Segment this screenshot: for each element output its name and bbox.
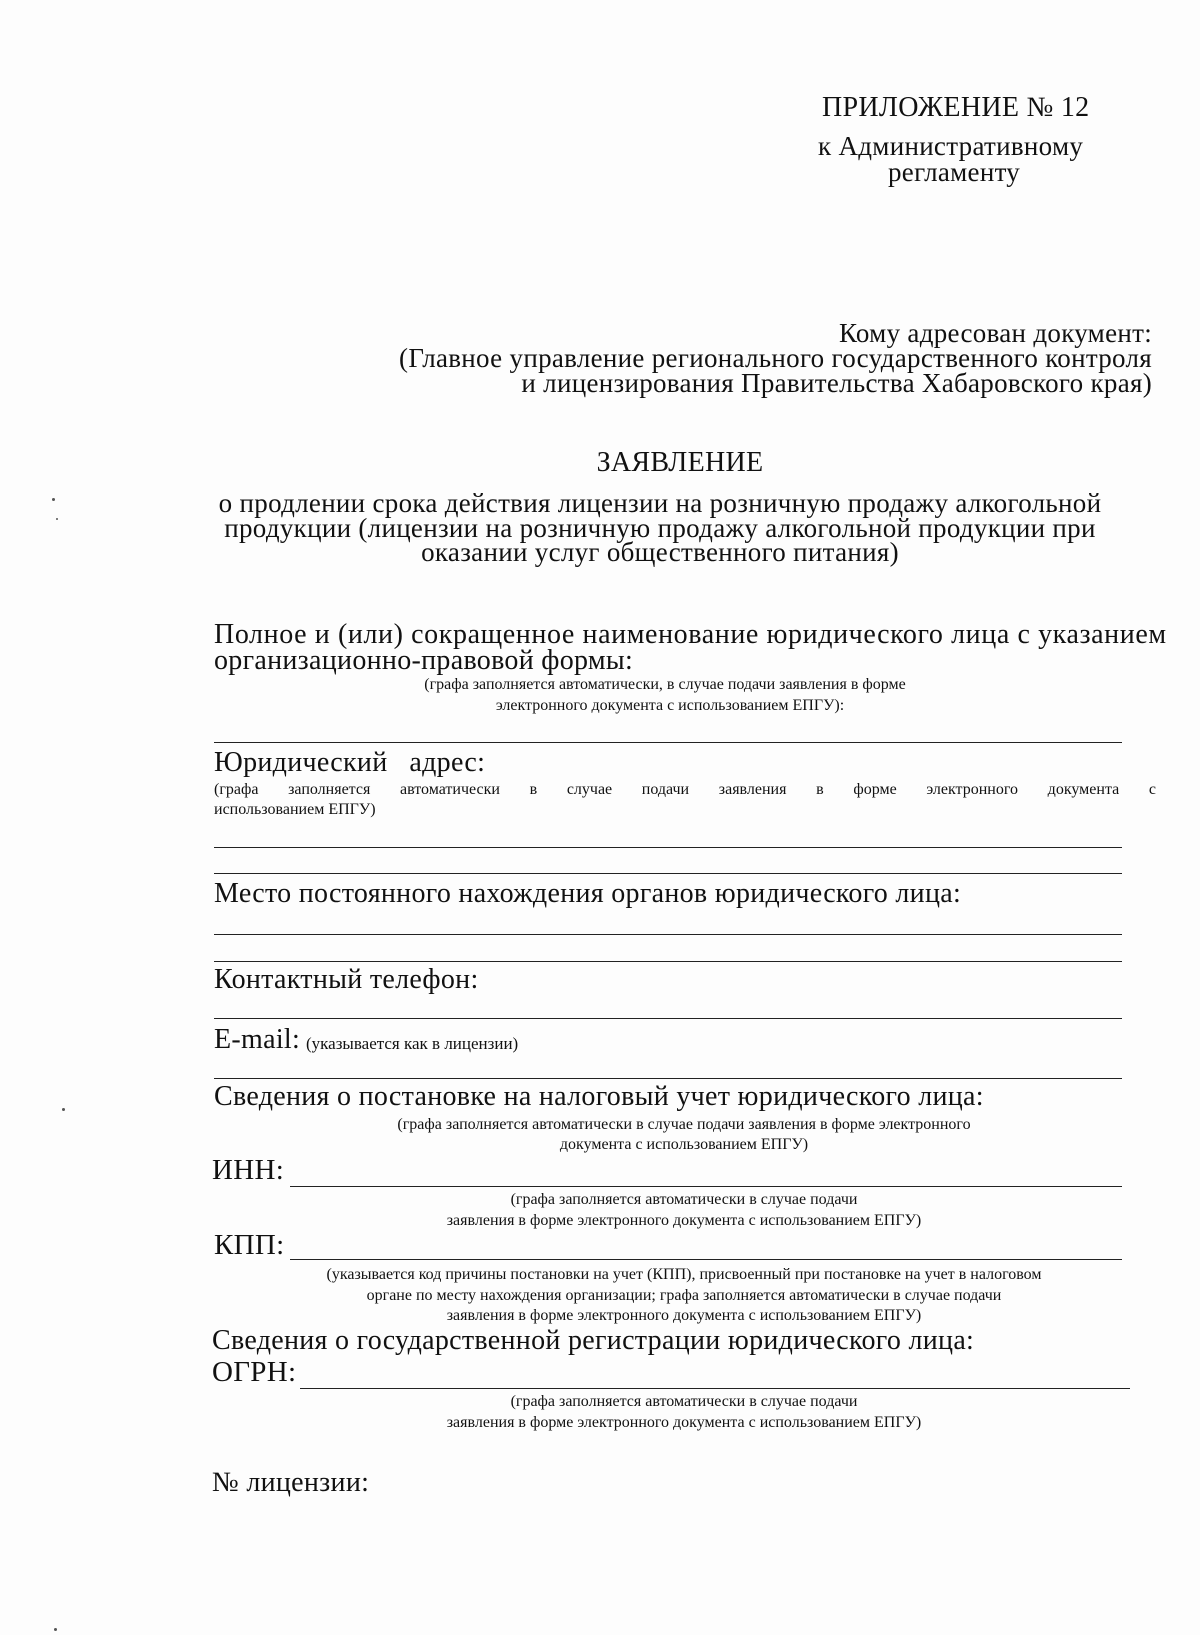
statement-subtitle-line-2: продукции (лицензии на розничную продажу алкогольной продукции при	[224, 513, 1096, 543]
appendix-title: ПРИЛОЖЕНИЕ № 12	[822, 92, 1090, 123]
field-label: Сведения о государственной регистрации юридического лица:	[212, 1325, 975, 1356]
field-label: Место постоянного нахождения органов юридического лица:	[214, 878, 962, 909]
field-label: Полное и (или) сокращенное наименование юридического лица с указанием	[214, 619, 1167, 650]
statement-subtitle-line-3: оказании услуг общественного питания)	[421, 537, 899, 567]
field-label: Юридический адрес:	[214, 747, 486, 778]
field-note: документа с использованием ЕПГУ)	[559, 1136, 809, 1153]
field-note: использованием ЕПГУ)	[214, 801, 376, 818]
field-note: (графа заполняется автоматически в случае подачи	[510, 1191, 858, 1208]
field-label: E-mail:	[214, 1024, 301, 1055]
field-note: (указывается как в лицензии)	[306, 1034, 519, 1053]
scan-speck	[62, 1108, 65, 1111]
field-label: Сведения о постановке на налоговый учет юридического лица:	[214, 1081, 984, 1112]
appendix-line-1: к Административному	[818, 131, 1084, 161]
field-label: КПП:	[214, 1229, 285, 1261]
field-label: Контактный телефон:	[214, 964, 479, 995]
field-note: заявления в форме электронного документа с использованием ЕПГУ)	[446, 1307, 922, 1324]
input-line-location-1[interactable]	[214, 934, 1122, 935]
input-line-kpp[interactable]	[290, 1259, 1122, 1260]
field-note: заявления в форме электронного документа с использованием ЕПГУ)	[446, 1212, 922, 1229]
field-label: № лицензии:	[212, 1467, 370, 1498]
addressee-line-2: (Главное управление регионального государственного контроля	[399, 343, 1152, 373]
input-line-location-2[interactable]	[214, 961, 1122, 962]
field-note: органе по месту нахождения организации; графа заполняется автоматически в случае подачи	[366, 1287, 1002, 1304]
input-line-legal-address-2[interactable]	[214, 873, 1122, 874]
field-label: ИНН:	[212, 1154, 285, 1186]
field-label: ОГРН:	[212, 1356, 297, 1388]
statement-title: ЗАЯВЛЕНИЕ	[596, 447, 764, 478]
field-note: заявления в форме электронного документа с использованием ЕПГУ)	[446, 1414, 922, 1431]
statement-subtitle-line-1: о продлении срока действия лицензии на розничную продажу алкогольной	[218, 488, 1102, 518]
input-line-organization-name[interactable]	[214, 742, 1122, 743]
field-note: (указывается код причины постановки на учет (КПП), присвоенный при постановке на учет в налоговом	[326, 1266, 1042, 1283]
field-note: (графа заполняется автоматически в случае подачи заявления в форме электронного документа с	[214, 781, 1156, 798]
scan-speck	[54, 1628, 57, 1631]
input-line-ogrn[interactable]	[300, 1388, 1130, 1389]
field-note: (графа заполняется автоматически в случае подачи	[510, 1393, 858, 1410]
input-line-inn[interactable]	[290, 1186, 1122, 1187]
field-note: электронного документа с использованием ЕПГУ):	[495, 697, 845, 714]
input-line-phone[interactable]	[214, 1018, 1122, 1019]
field-note: (графа заполняется автоматически в случае подачи заявления в форме электронного	[397, 1116, 971, 1133]
appendix-line-2: регламенту	[888, 157, 1021, 187]
addressee-line-3: и лицензирования Правительства Хабаровского края)	[521, 368, 1152, 398]
input-line-legal-address-1[interactable]	[214, 847, 1122, 848]
field-label: организационно-правовой формы:	[214, 645, 634, 676]
input-line-email[interactable]	[214, 1078, 1122, 1079]
field-note: (графа заполняется автоматически, в случае подачи заявления в форме	[424, 676, 906, 693]
addressee-line-1: Кому адресован документ:	[838, 318, 1152, 348]
